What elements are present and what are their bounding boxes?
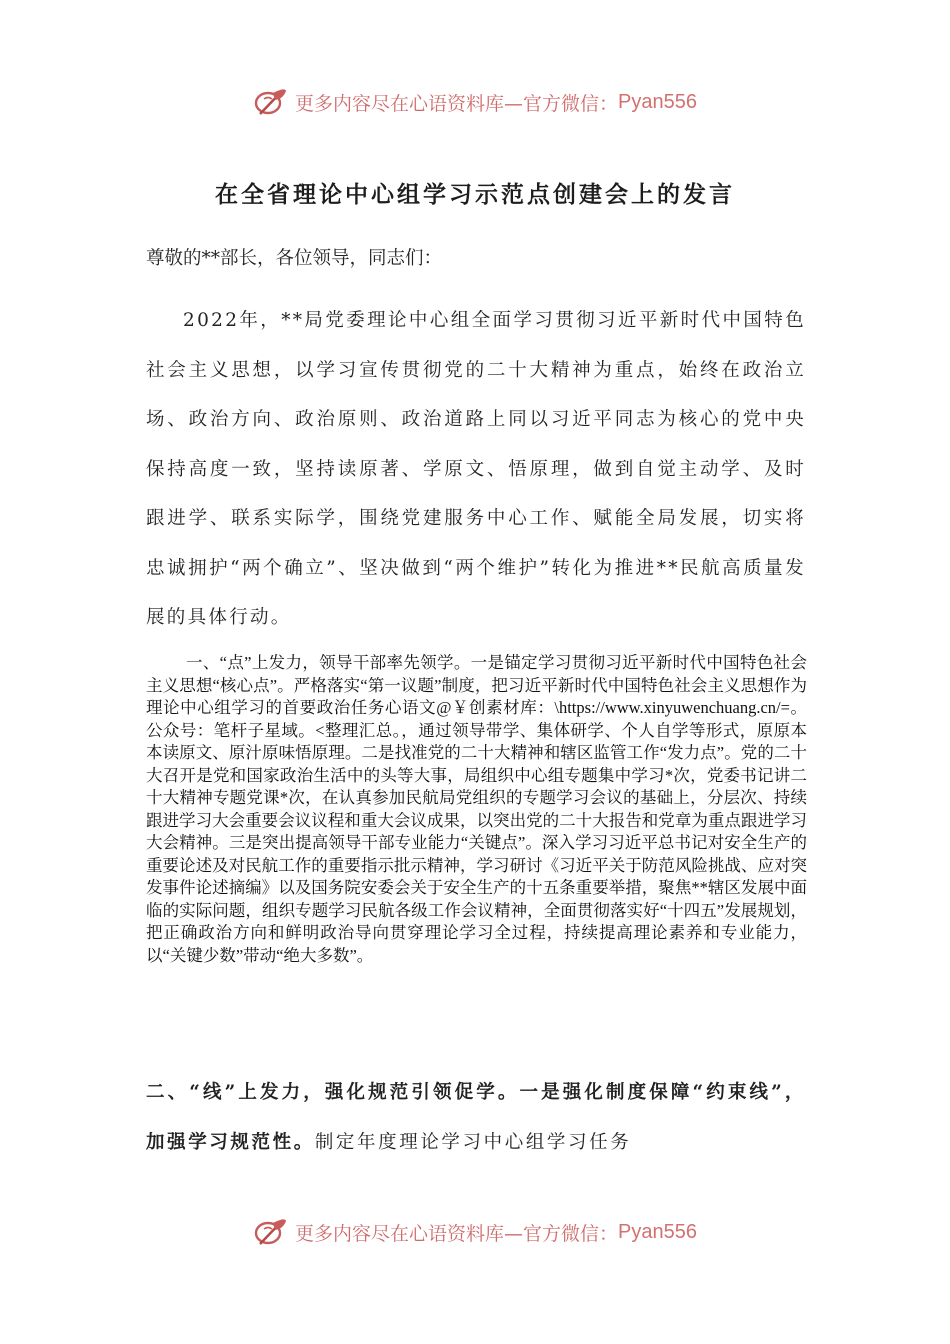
paragraph-section-one: 一、“点”上发力，领导干部率先领学。一是锚定学习贯彻习近平新时代中国特色社会主义思想“核心点”。严格落实“第一议题”制度，把习近平新时代中国特色社会主义思想作为理论中心组学习的首要政治任务心语文@￥创素材库：\https://www.xinyuwenchuang.cn/=。公众号：笔杆子星域。<整理汇总。，通过领导带学、集体研学、个人自学等形式，原原本本读原文、原汁原味悟原理。二是找准党的二十大精神和辖区监管工作“发力点”。党的二十大召开是党和国家政治生活中的头等大事，局组织中心组专题集中学习*次，党委书记讲二十大精神专题党课*次，在认真参加民航局党组织的专题学习会议的基础上，分层次、持续跟进学习大会重要会议议程和重大会议成果，以突出党的二十大报告和党章为重点跟进学习大会精神。三是突出提高领导干部专业能力“关键点”。深入学习习近平总书记对安全生产的重要论述及对民航工作的重要指示批示精神，学习研讨《习近平关于防范风险挑战、应对突发事件论述摘编》以及国务院安委会关于安全生产的十五条重要举措，聚焦**辖区发展中面临的实际问题，组织专题学习民航各级工作会议精神，全面贯彻落实好“十四五”发展规划，把正确政治方向和鲜明政治导向贯穿理论学习全过程，持续提高理论素养和专业能力，以“关键少数”带动“绝大多数”。: [146, 653, 807, 965]
brand-text: 更多内容尽在心语资料库—官方微信：: [295, 92, 619, 115]
document-title: 在全省理论中心组学习示范点创建会上的发言: [215, 182, 735, 208]
header-watermark: [0, 82, 950, 122]
section-two-heading: 二、“线”上发力，强化规范引领促学。一是强化制度保障“约束线”，加强学习规范性。: [146, 1082, 806, 1153]
section-two-text: 制定年度理论学习中心组学习任务: [314, 1131, 632, 1153]
wechat-id: Pyan556: [618, 90, 697, 113]
footer-watermark: [0, 1212, 950, 1252]
wechat-id: Pyan556: [618, 1220, 697, 1243]
quill-pen-icon: [253, 87, 289, 117]
brand-text: 更多内容尽在心语资料库—官方微信：: [295, 1222, 619, 1245]
paragraph-section-two: [146, 1068, 806, 1167]
paragraph-intro: 2022年，**局党委理论中心组全面学习贯彻习近平新时代中国特色社会主义思想，以学习宣传贯彻党的二十大精神为重点，始终在政治立场、政治方向、政治原则、政治道路上同以习近平同志为核心的党中央保持高度一致，坚持读原著、学原文、悟原理，做到自觉主动学、及时跟进学、联系实际学，围绕党建服务中心工作、赋能全局发展，切实将忠诚拥护“两个确立”、坚决做到“两个维护”转化为推进**民航高质量发展的具体行动。: [146, 310, 806, 628]
quill-pen-icon: [253, 1217, 289, 1247]
greeting: 尊敬的**部长，各位领导，同志们：: [146, 248, 443, 269]
